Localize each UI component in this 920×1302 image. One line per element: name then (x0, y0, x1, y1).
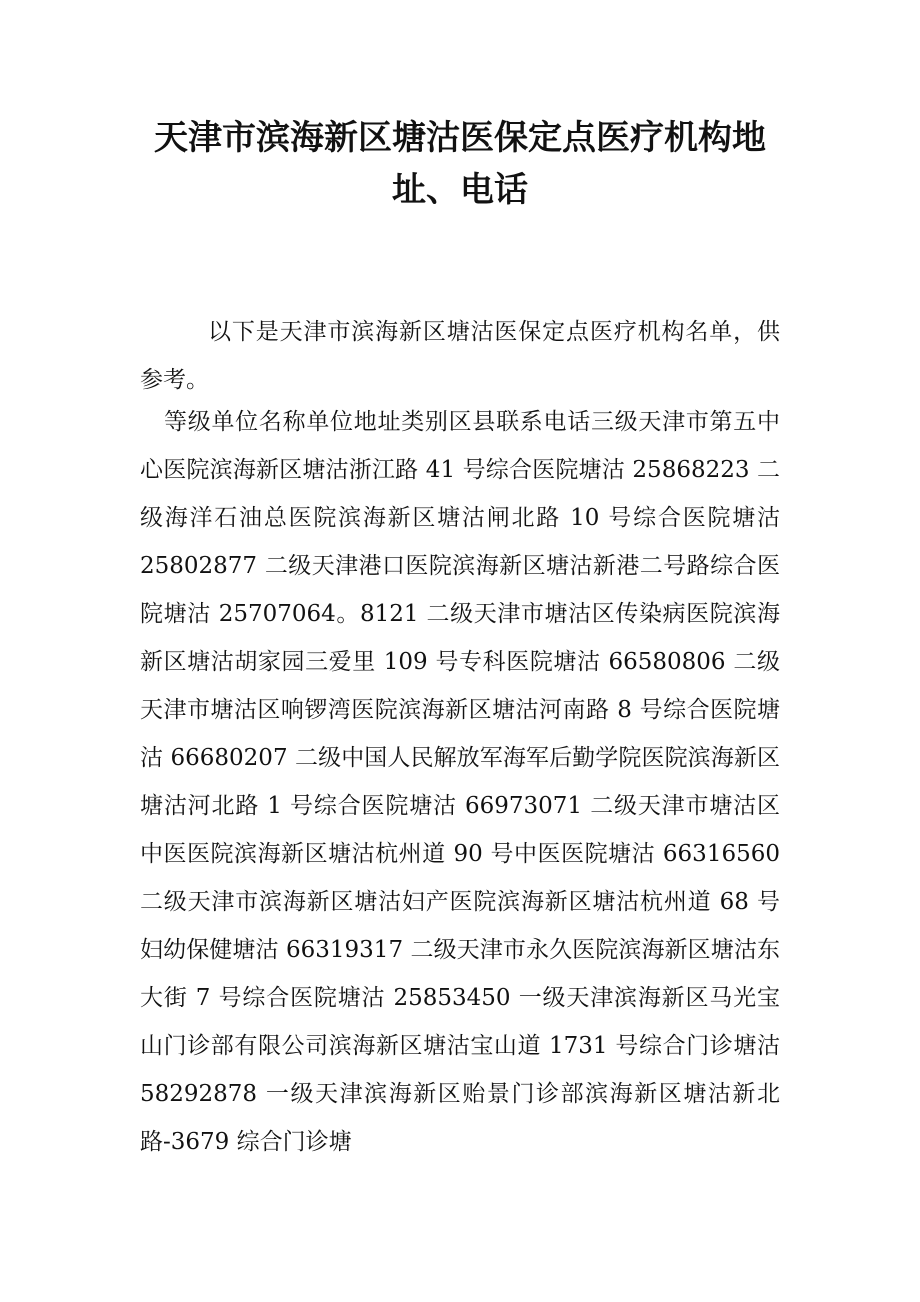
institution-listing-paragraph: 等级单位名称单位地址类别区县联系电话三级天津市第五中心医院滨海新区塘沽浙江路 41 号综合医院塘沽 25868223 二级海洋石油总医院滨海新区塘沽闸北路 10 号综合医院塘沽 25802877 二级天津港口医院滨海新区塘沽新港二号路综合医院塘沽 25707064。8121 二级天津市塘沽区传染病医院滨海新区塘沽胡家园三爱里 109 号专科医院塘沽 66580806 二级天津市塘沽区响锣湾医院滨海新区塘沽河南路 8 号综合医院塘沽 66680207 二级中国人民解放军海军后勤学院医院滨海新区塘沽河北路 1 号综合医院塘沽 66973071 二级天津市塘沽区中医医院滨海新区塘沽杭州道 90 号中医医院塘沽 66316560 二级天津市滨海新区塘沽妇产医院滨海新区塘沽杭州道 68 号妇幼保健塘沽 66319317 二级天津市永久医院滨海新区塘沽东大街 7 号综合医院塘沽 25853450 一级天津滨海新区马光宝山门诊部有限公司滨海新区塘沽宝山道 1731 号综合门诊塘沽 58292878 一级天津滨海新区贻景门诊部滨海新区塘沽新北路-3679 综合门诊塘 (140, 409, 780, 1155)
title-line-2: 址、电话 (392, 170, 528, 210)
title-line-1: 天津市滨海新区塘沽医保定点医疗机构地 (154, 118, 766, 158)
page-title (140, 112, 780, 216)
intro-paragraph: 以下是天津市滨海新区塘沽医保定点医疗机构名单，供参考。 (140, 319, 780, 393)
